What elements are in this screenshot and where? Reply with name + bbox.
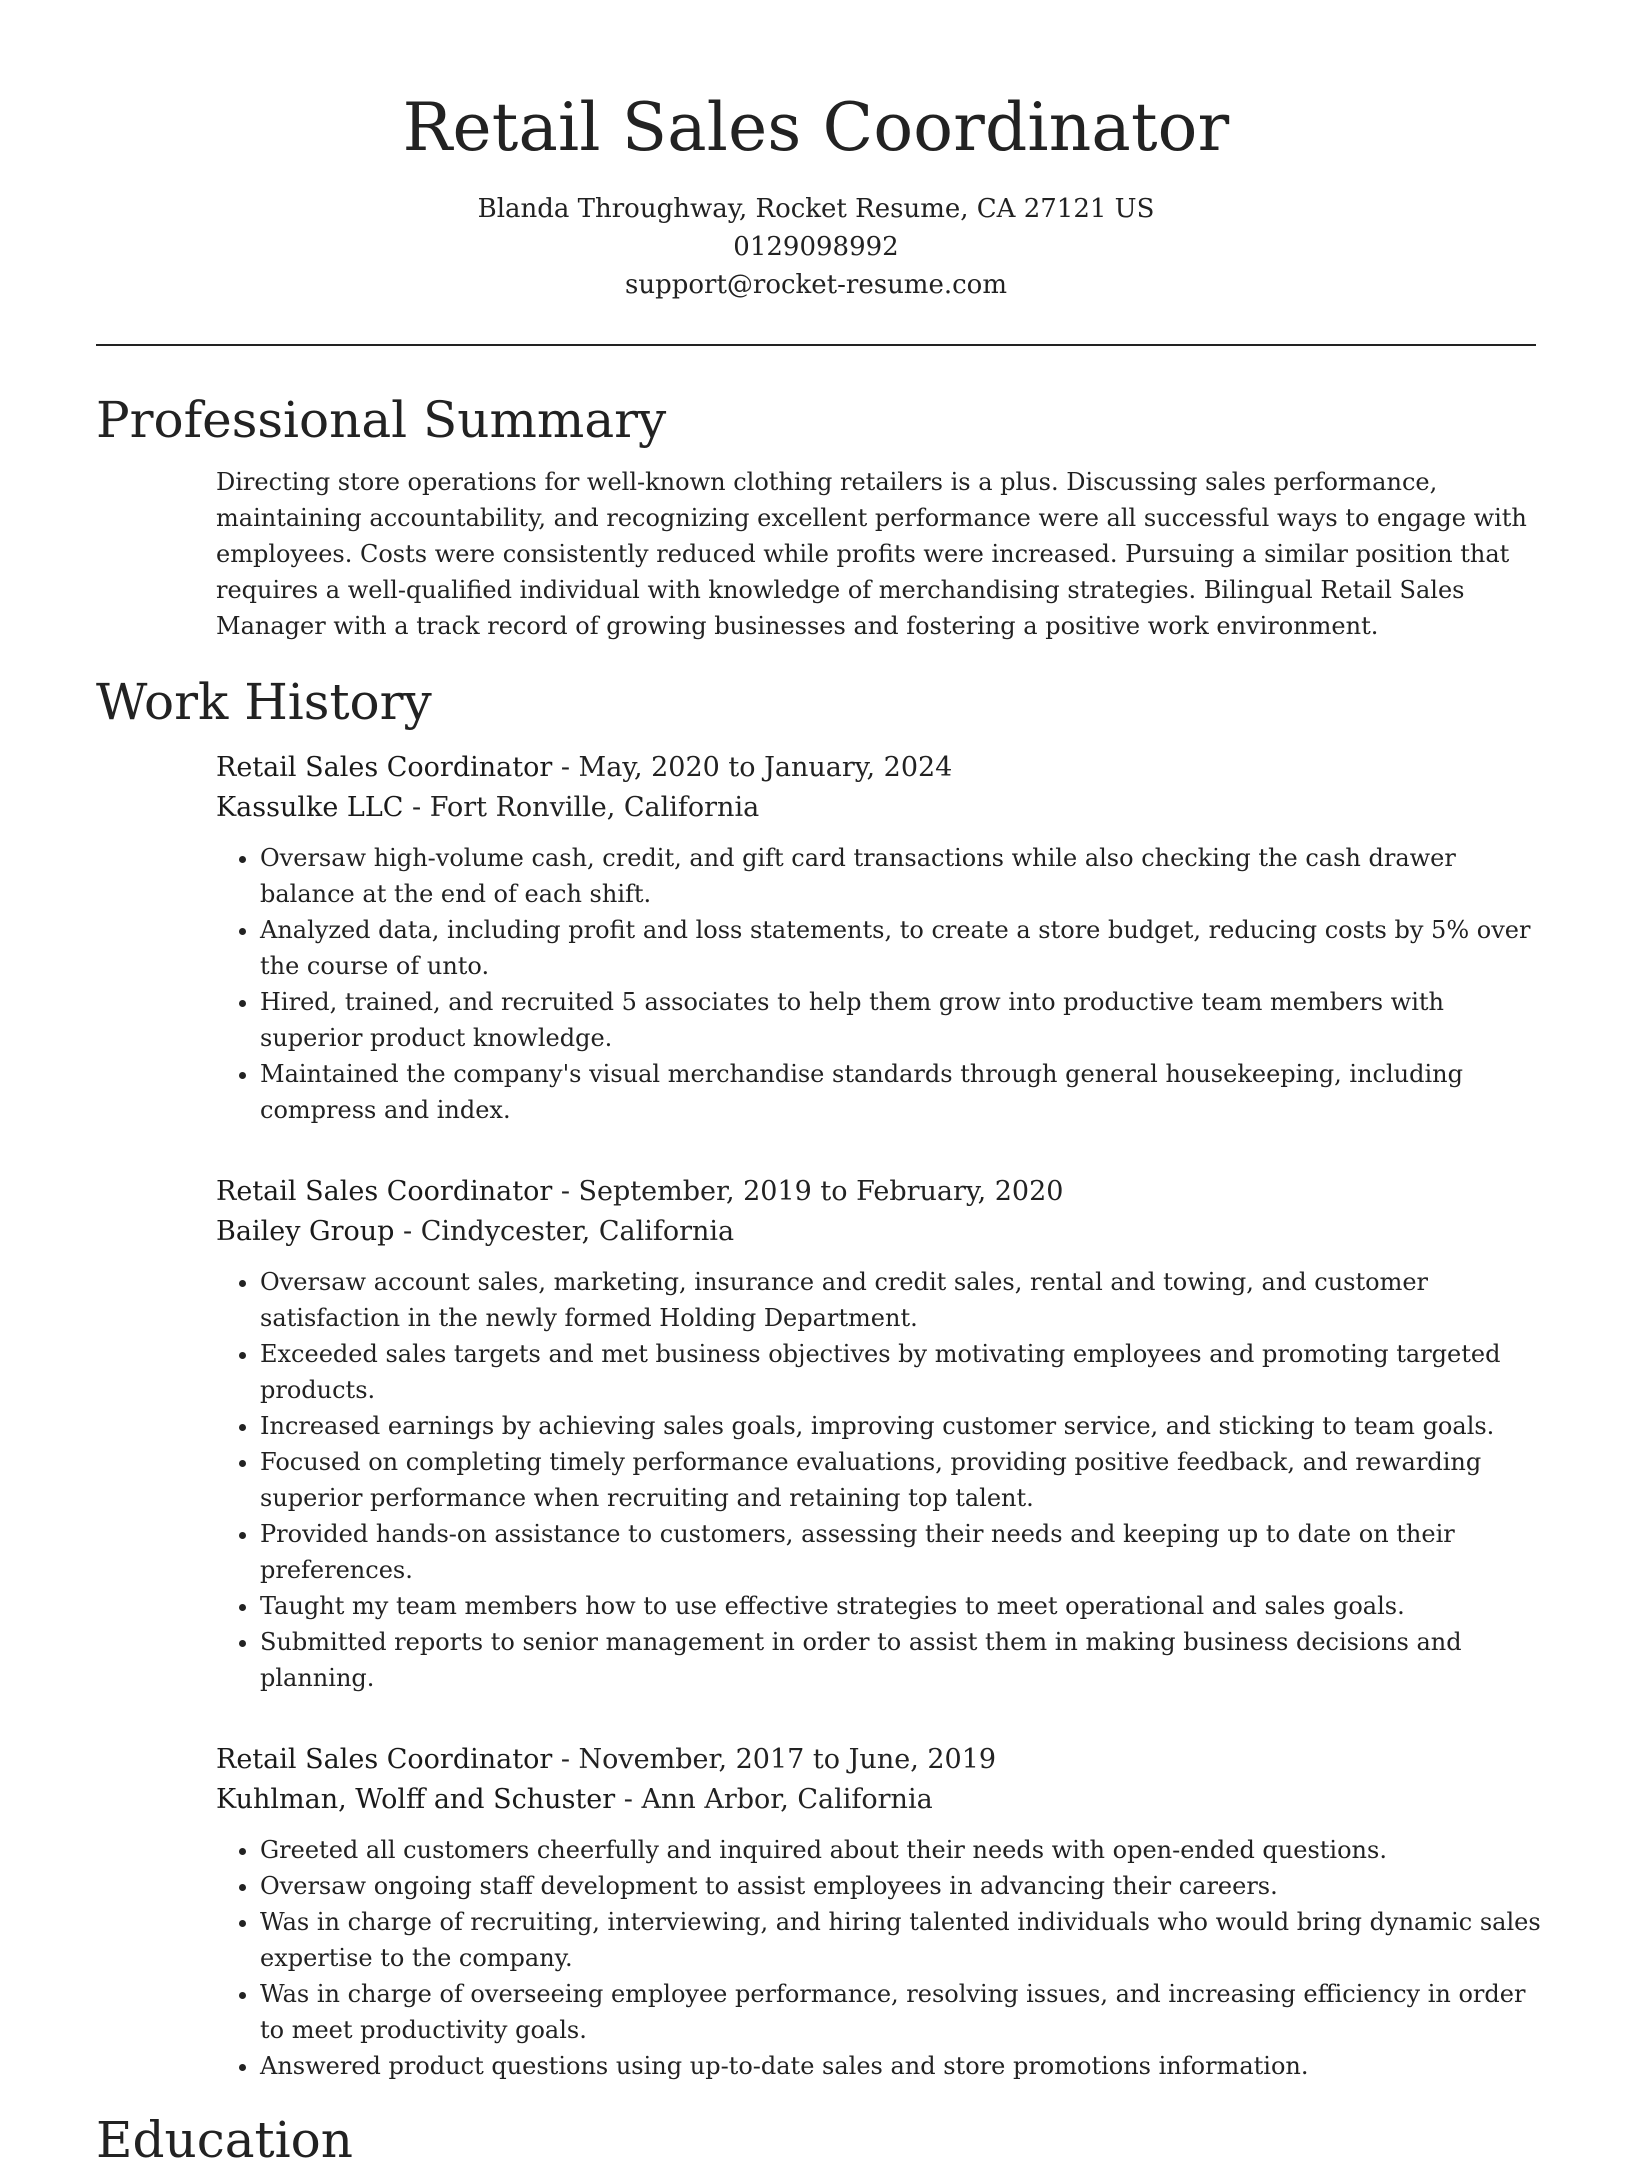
job-location: Fort Ronville, California — [429, 792, 760, 823]
job-company: Bailey Group — [216, 1216, 395, 1247]
job-bullet: • Oversaw ongoing staff development to assist employees in advancing their careers. — [260, 1868, 1550, 1904]
job-bullet: • Increased earnings by achieving sales goals, improving customer service, and sticking to team goals. — [260, 1408, 1550, 1444]
job-bullet: • Answered product questions using up-to-date sales and store promotions information. — [260, 2048, 1550, 2084]
job-title-line — [216, 1740, 1536, 1780]
job-company-line — [216, 1212, 1536, 1252]
contact-address: Blanda Throughway, Rocket Resume, CA 27121 US — [477, 194, 1155, 224]
education-heading: Education — [96, 2111, 353, 2169]
job-separator: - — [552, 1176, 579, 1207]
job-entry — [216, 1740, 1541, 2084]
job-entry — [216, 748, 1536, 1128]
job-bullets — [216, 1264, 1550, 1696]
summary-heading: Professional Summary — [96, 391, 667, 449]
job-dates: November, 2017 to June, 2019 — [578, 1744, 997, 1775]
job-separator: - — [403, 792, 430, 823]
summary-text: Directing store operations for well-known clothing retailers is a plus. Discussing sales performance, maintaining accountability, and recognizing excellent performance were all successful ways to engage with employees. Costs were consistently reduced while profits were increased. Pursuing a similar position that requires a well-qualified individual with knowledge of merchandising strategies. Bilingual Retail Sales Manager with a track record of growing businesses and fostering a positive work environment. — [216, 468, 1527, 640]
job-bullet: • Submitted reports to senior management in order to assist them in making business decisions and planning. — [260, 1624, 1550, 1696]
job-company: Kuhlman, Wolff and Schuster — [216, 1784, 616, 1815]
job-separator: - — [552, 752, 579, 783]
contact-phone: 0129098992 — [733, 232, 899, 262]
job-bullet: • Greeted all customers cheerfully and inquired about their needs with open-ended questions. — [260, 1832, 1550, 1868]
job-location: Ann Arbor, California — [641, 1784, 933, 1815]
contact-email: support@rocket-resume.com — [624, 270, 1007, 300]
job-dates: September, 2019 to February, 2020 — [578, 1176, 1064, 1207]
job-bullet: • Focused on completing timely performance evaluations, providing positive feedback, and rewarding superior performance when recruiting and retaining top talent. — [260, 1444, 1550, 1516]
job-title-line — [216, 748, 1536, 788]
job-bullet: • Taught my team members how to use effective strategies to meet operational and sales goals. — [260, 1588, 1550, 1624]
job-bullet: • Oversaw account sales, marketing, insurance and credit sales, rental and towing, and customer satisfaction in the newly formed Holding Department. — [260, 1264, 1550, 1336]
job-separator: - — [615, 1784, 642, 1815]
job-role: Retail Sales Coordinator — [216, 1176, 553, 1207]
job-role: Retail Sales Coordinator — [216, 752, 553, 783]
job-company-line — [216, 1780, 1536, 1820]
job-bullets — [216, 840, 1550, 1128]
resume-header — [96, 0, 1536, 304]
job-bullet: • Was in charge of recruiting, interviewing, and hiring talented individuals who would bring dynamic sales expertise to the company. — [260, 1904, 1550, 1976]
job-bullets — [216, 1832, 1550, 2084]
job-separator: - — [394, 1216, 421, 1247]
work-history-heading: Work History — [96, 673, 432, 731]
job-company-line — [216, 788, 1536, 828]
job-separator: - — [552, 1744, 579, 1775]
job-bullet: • Oversaw high-volume cash, credit, and gift card transactions while also checking the cash drawer balance at the end of each shift. — [260, 840, 1550, 912]
header-divider — [96, 344, 1536, 346]
job-entry — [216, 1172, 1536, 1696]
job-dates: May, 2020 to January, 2024 — [578, 752, 953, 783]
job-company: Kassulke LLC — [216, 792, 404, 823]
job-bullet: • Hired, trained, and recruited 5 associates to help them grow into productive team members with superior product knowledge. — [260, 984, 1550, 1056]
job-title-line — [216, 1172, 1536, 1212]
job-bullet: • Was in charge of overseeing employee performance, resolving issues, and increasing efficiency in order to meet productivity goals. — [260, 1976, 1550, 2048]
job-role: Retail Sales Coordinator — [216, 1744, 553, 1775]
resume-name: Retail Sales Coordinator — [402, 89, 1230, 166]
job-location: Cindycester, California — [420, 1216, 735, 1247]
job-bullet: • Provided hands-on assistance to customers, assessing their needs and keeping up to date on their preferences. — [260, 1516, 1550, 1588]
job-bullet: • Maintained the company's visual merchandise standards through general housekeeping, including compress and index. — [260, 1056, 1550, 1128]
resume-page — [96, 0, 1541, 2172]
job-bullet: • Analyzed data, including profit and loss statements, to create a store budget, reducing costs by 5% over the course of unto. — [260, 912, 1550, 984]
job-bullet: • Exceeded sales targets and met business objectives by motivating employees and promoting targeted products. — [260, 1336, 1550, 1408]
